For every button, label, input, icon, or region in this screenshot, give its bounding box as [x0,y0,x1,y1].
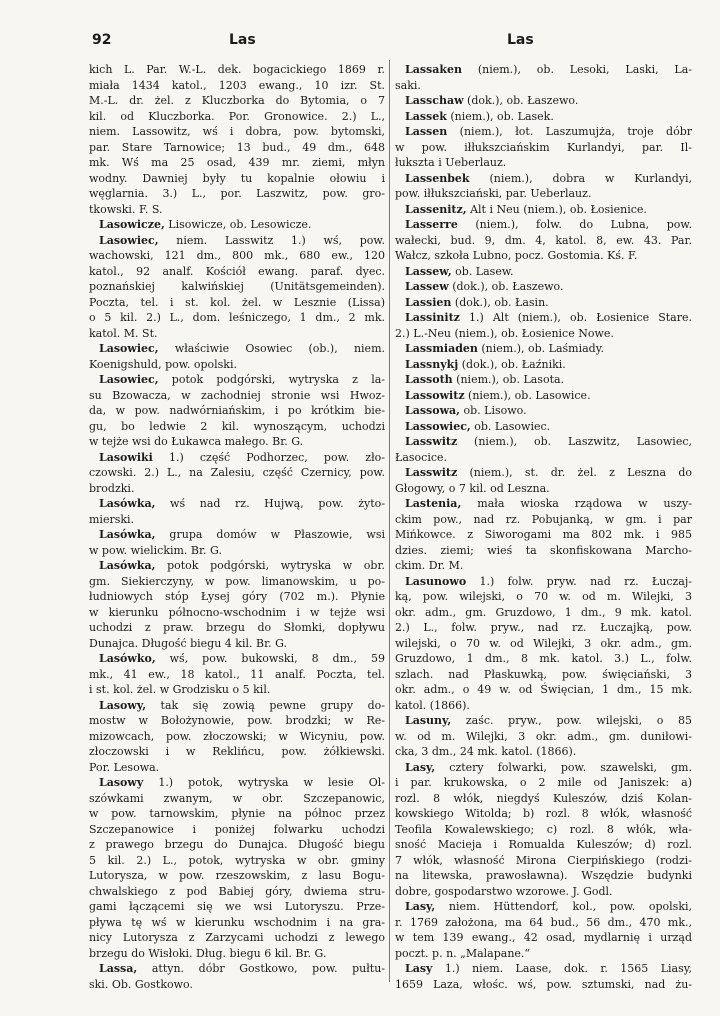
line-text: Szczepanowice i poniżej folwarku uchodzi [89,822,385,836]
line-text: łudniowych stóp Łysej góry (702 m.). Płynie [89,590,385,603]
text-line [89,248,385,264]
line-text: Mińkowce. z Siworogami ma 802 mk. i 985 [395,528,692,541]
text-line [89,512,385,528]
text-line [395,837,692,853]
text-line [89,295,385,311]
entry-start-line [395,496,692,512]
entry-start-line [395,574,692,590]
text-line [395,233,692,249]
text-line [89,357,385,373]
entry-headword: Lassenitz, [405,202,467,216]
text-line [395,605,692,621]
text-line [395,868,692,884]
line-text: 1.) niem. Laase, dok. r. 1565 Liasy, [432,962,692,975]
line-text: potok podgórski, wytryska w obr. [155,559,385,572]
text-line [89,403,385,419]
entry-start-line [395,357,692,373]
line-text: wilejski, o 70 w. od Wilejki, 3 okr. adm., gm. [395,636,692,650]
text-line [89,465,385,481]
line-text: węglarnia. 3.) L., por. Laszwitz, pow. gro- [89,187,385,200]
text-line [89,171,385,187]
line-text: w pow. iłłukszciańskim Kurlandyi, par. Il- [395,140,692,154]
entry-start-line [89,651,385,667]
line-text: (niem.), ob. Laśmiady. [477,342,604,355]
line-text: mizowcach, pow. złoczowski; w Wicyniu, pow. [89,729,385,743]
text-line [89,264,385,280]
line-text: ob. Lasew. [451,264,514,278]
line-text: Alt i Neu (niem.), ob. Łosienice. [466,202,647,216]
text-line [395,806,692,822]
line-text: i st. kol. żel. w Grodzisku o 5 kil. [89,683,271,696]
text-line [89,636,385,652]
text-line [89,977,385,993]
line-text: attyn. dóbr Gostkowo, pow. pułtu- [137,962,385,975]
entry-start-line [395,217,692,233]
line-text: mk. Wś ma 25 osad, 439 mr. ziemi, młyn [89,156,385,169]
entry-headword: Lassaken [405,63,462,76]
entry-start-line [395,202,692,218]
line-text: Lutorysza, w pow. rzeszowskim, z lasu Bogu- [89,869,385,882]
text-line [395,729,692,745]
line-text: 1.) folw. pryw. nad rz. Łuczaj- [466,574,692,588]
entry-start-line [395,419,692,435]
line-text: niem. Lassowitz, wś i dobra, pow. bytomski, [89,125,385,138]
entry-headword: Lasowicze, [99,218,165,231]
line-text: dzies. ziemi; wieś ta skonfiskowana Marcho- [395,543,692,557]
entry-headword: Lasserre [405,218,458,231]
text-line [89,729,385,745]
text-line [89,109,385,125]
line-text: sność Macieja i Romualda Kuleszów; d) rozl. [395,838,692,851]
entry-headword: Lassowa, [405,404,461,417]
text-line [89,589,385,605]
text-line [89,543,385,559]
line-text: Poczta, tel. i st. kol. żel. w Lesznie (Lissa) [89,295,385,309]
entry-start-line [89,961,385,977]
line-text: poczt. p. n. „Malapane.“ [395,946,531,960]
text-line [395,915,692,931]
text-line [395,589,692,605]
line-text: (niem.), ob. Lasowice. [464,388,591,402]
column-divider [389,60,390,982]
entry-headword: Lasówko, [99,652,156,665]
line-text: pow. iłłukszciański, par. Ueberlauz. [395,187,592,200]
text-line [395,326,692,342]
entry-start-line [395,295,692,311]
line-text: w pow. wielickim. Br. G. [89,543,222,557]
entry-headword: Lassek [405,109,447,123]
text-line [89,930,385,946]
line-text: brodzki. [89,481,135,495]
text-line [89,946,385,962]
entry-headword: Lassenbek [405,171,470,185]
line-text: saki. [395,78,421,92]
entry-start-line [89,450,385,466]
entry-headword: Lasowiki [99,450,153,464]
text-line [395,78,692,94]
entry-headword: Lassoth [405,373,453,386]
text-line [89,326,385,342]
line-text: mierski. [89,512,135,526]
line-text: Gruzdowo, 1 dm., 8 mk. katol. 3.) L., folw. [395,652,692,665]
text-line [395,558,692,574]
entry-headword: Lassnykj [405,357,459,371]
line-text: cka, 3 dm., 24 mk. katol. (1866). [395,745,577,758]
line-text: na litewska, prawosławna). Wszędzie budynki [395,869,692,882]
line-text: ski. Ob. Gostkowo. [89,977,193,991]
line-text: tkowski. F. S. [89,202,163,216]
text-line [89,279,385,295]
line-text: (niem.), ob. Lasota. [452,373,565,386]
text-line [89,310,385,326]
text-line [395,527,692,543]
line-text: 1659 Laza, włośc. wś, pow. sztumski, nad żu- [395,977,692,991]
text-line [89,791,385,807]
text-line [395,651,692,667]
line-text: 1.) Alt (niem.), ob. Łosienice Stare. [459,311,692,324]
text-line [89,884,385,900]
right-column [395,62,692,992]
text-line [89,620,385,636]
line-text: cztery folwarki, pow. szawelski, gm. [435,760,692,774]
line-text: (niem.), ob. Lesoki, Laski, La- [462,63,692,76]
entry-start-line [395,372,692,388]
line-text: niem. Lasswitz 1.) wś, pow. [158,233,385,247]
line-text: Dunajca. Długość biegu 4 kil. Br. G. [89,636,288,650]
line-text: da, w pow. nadwórniańskim, i po krótkim bie- [89,404,385,417]
line-text: wodny. Dawniej były tu kopalnie ołowiu i [89,171,385,185]
text-line [89,853,385,869]
text-line [395,682,692,698]
line-text: M.-L. dr. żel. z Kluczborka do Bytomia, o 7 [89,94,385,107]
line-text: łukszta i Ueberlauz. [395,156,507,169]
entry-start-line [395,434,692,450]
text-line [395,450,692,466]
line-text: kowskiego Witolda; b) rozl. 8 włók, własność [395,807,692,820]
line-text: wś nad rz. Hujwą, pow. żyto- [155,497,385,510]
text-line [89,605,385,621]
text-line [89,78,385,94]
entry-headword: Lassien [405,295,452,309]
text-line [395,620,692,636]
line-text: zaśc. pryw., pow. wilejski, o 85 [451,714,692,727]
entry-headword: Lasy, [405,900,436,913]
line-text: Głogowy, o 7 kil. od Leszna. [395,481,550,495]
entry-headword: Lassowitz [405,388,465,402]
text-line [89,837,385,853]
text-line [395,791,692,807]
entry-start-line [395,62,692,78]
entry-headword: Lassa, [99,962,138,975]
entry-headword: Lassew [405,280,449,293]
line-text: w pow. tarnowskim, płynie na północ przez [89,807,385,820]
line-text: (niem.), st. dr. żel. z Leszna do [457,466,692,479]
line-text: grupa domów w Płaszowie, wsi [155,528,385,541]
line-text: (niem.), folw. do Lubna, pow. [457,218,692,231]
line-text: właściwie Osowiec (ob.), niem. [158,342,385,355]
text-line [395,140,692,156]
entry-headword: Lassmiaden [405,342,478,355]
line-text: ckim. Dr. M. [395,559,464,572]
line-text: brzegu do Wisłoki. Dług. biegu 6 kil. Br. G. [89,946,327,960]
text-line [89,202,385,218]
entry-start-line [395,760,692,776]
line-text: (dok.), ob. Łaszewo. [448,280,564,293]
line-text: kich L. Par. W.-L. dek. bogacickiego 1869 r. [89,63,385,76]
line-text: z prawego brzegu do Dunajca. Długość biegu [89,838,385,851]
line-text: ob. Lisowo. [460,404,527,417]
entry-headword: Lasswitz [405,435,458,448]
entry-headword: Lasówka, [99,528,156,541]
entry-start-line [89,775,385,791]
text-line [89,186,385,202]
line-text: gu, bo ledwie 2 kil. wynoszącym, uchodzi [89,419,385,433]
text-line [89,667,385,683]
text-line [395,744,692,760]
line-text: Koenigshuld, pow. opolski. [89,357,237,371]
text-line [395,248,692,264]
text-line [89,124,385,140]
entry-headword: Lassowiec, [405,419,471,433]
line-text: niem. Hüttendorf, kol., pow. opolski, [435,900,692,913]
entry-start-line [395,279,692,295]
line-text: 1.) część Podhorzec, pow. zło- [152,450,385,464]
line-text: uchodzi z praw. brzegu do Słomki, dopływu [89,621,385,634]
entry-headword: Lasowiec, [99,342,159,355]
entry-headword: Lassew, [405,264,452,278]
entry-headword: Lasówka, [99,559,156,572]
text-line [395,775,692,791]
line-text: gm. Siekierczyny, w pow. limanowskim, u po- [89,574,385,588]
text-line [395,930,692,946]
text-line [395,186,692,202]
line-text: rozl. 8 włók, niegdyś Kuleszów, dziś Kolan- [395,791,692,805]
line-text: dobre, gospodarstwo wzorowe. J. Godl. [395,884,613,898]
text-line [395,884,692,900]
text-line [89,682,385,698]
entry-start-line [395,899,692,915]
text-line [395,512,692,528]
page-number: 92 [92,32,112,48]
entry-start-line [89,341,385,357]
text-line [395,667,692,683]
line-text: (dok.), ob. Łaźniki. [458,357,566,371]
text-line [89,481,385,497]
line-text: nicy Lutorysza z Zarzycami uchodzi z lewego [89,931,385,944]
running-title-left: Las [229,32,256,48]
text-line [395,853,692,869]
line-text: szlach. nad Płaskuwką, pow. święciański, 3 [395,667,692,681]
text-line [89,419,385,435]
text-line [89,155,385,171]
entry-start-line [89,496,385,512]
line-text: Por. Lesowa. [89,760,160,774]
line-text: okr. adm., o 49 w. od Święcian, 1 dm., 15 mk. [395,683,692,696]
text-line [395,155,692,171]
line-text: (niem.), ob. Laszwitz, Lasowiec, [457,435,692,448]
text-line [89,868,385,884]
line-text: (dok.), ob. Łasin. [451,295,549,309]
entry-start-line [395,93,692,109]
text-line [89,822,385,838]
entry-start-line [395,388,692,404]
entry-headword: Lasswitz [405,466,458,479]
line-text: chwalskiego z pod Babiej góry, dwiema stru- [89,884,385,898]
line-text: poznańskiej kalwińskiej (Unitätsgemeinden). [89,280,385,293]
entry-start-line [89,372,385,388]
text-line [89,140,385,156]
text-line [89,388,385,404]
line-text: (niem.), łot. Laszumujża, troje dóbr [447,125,692,138]
line-text: 5 kil. 2.) L., potok, wytryska w obr. gminy [89,853,385,867]
line-text: Teofila Kowalewskiego; c) rozl. 8 włók, wła- [395,822,692,836]
entry-headword: Lasówka, [99,497,156,510]
running-title-right: Las [507,32,534,48]
entry-start-line [395,264,692,280]
line-text: w tejże wsi do Łukawca małego. Br. G. [89,435,304,448]
line-text: czowski. 2.) L., na Zalesiu, część Czernicy, pow. [89,466,385,479]
entry-headword: Lasunowo [405,574,467,588]
entry-start-line [395,713,692,729]
text-line [89,93,385,109]
line-text: i par. krukowska, o 2 mile od Janiszek: a) [395,776,692,789]
left-column [89,62,385,992]
entry-headword: Lasuny, [405,714,452,727]
line-text: r. 1769 założona, ma 64 bud., 56 dm., 470 mk., [395,915,692,929]
line-text: (niem.), dobra w Kurlandyi, [469,171,692,185]
line-text: su Bzowacza, w zachodniej stronie wsi Hwoz- [89,388,385,402]
line-text: szówkami zwanym, w obr. Szczepanowic, [89,791,385,805]
line-text: Lisowicze, ob. Lesowicze. [164,218,312,231]
entry-start-line [395,465,692,481]
entry-start-line [89,527,385,543]
text-line [89,434,385,450]
text-line [89,744,385,760]
line-text: wachowski, 121 dm., 800 mk., 680 ew., 120 [89,249,385,262]
line-text: 2.) L., folw. pryw., nad rz. Łuczajką, pow. [395,621,692,634]
line-text: pływa tę wś w kierunku wschodnim i na gra- [89,915,385,929]
line-text: (niem.), ob. Lasek. [446,109,554,123]
entry-headword: Lastenia, [405,497,462,510]
line-text: tak się zowią pewne grupy do- [146,698,385,712]
entry-headword: Lasy [405,962,433,975]
line-text: 2.) L.-Neu (niem.), ob. Łosienice Nowe. [395,326,614,340]
line-text: mała wioska rządowa w uszy- [461,497,692,510]
entry-start-line [395,310,692,326]
entry-start-line [395,124,692,140]
text-line [395,946,692,962]
entry-headword: Lassen [405,125,448,138]
line-text: kil. od Kluczborka. Por. Gronowice. 2.) L., [89,109,385,123]
line-text: katol. (1866). [395,698,470,712]
text-line [395,822,692,838]
line-text: złoczowski i w Reklińcu, pow. żółkiewski. [89,745,385,758]
line-text: miała 1434 katol., 1203 ewang., 10 izr. St. [89,78,385,92]
line-text: ob. Lasowiec. [470,419,551,433]
line-text: gami łączącemi się we wsi Lutoryszu. Prze- [89,900,385,913]
text-line [395,698,692,714]
entry-start-line [395,171,692,187]
line-text: ckim pow., nad rz. Pobujanką, w gm. i par [395,512,692,526]
entry-headword: Lasy, [405,760,436,774]
line-text: w kierunku północno-wschodnim i w tejże wsi [89,605,385,619]
line-text: katol. M. St. [89,326,158,340]
entry-headword: Lasowy, [99,698,147,712]
line-text: Wałcz, szkoła Lubno, pocz. Gostomia. Kś. F. [395,249,638,262]
entry-start-line [89,558,385,574]
text-line [395,977,692,993]
line-text: Łasocice. [395,450,448,464]
line-text: par. Stare Tarnowice; 13 bud., 49 dm., 648 [89,140,385,154]
text-line [89,899,385,915]
line-text: katol., 92 analf. Kościół ewang. paraf. dyec. [89,264,385,278]
line-text: w tem 139 ewang., 42 osad, mydlarnię i urząd [395,931,692,944]
line-text: 1.) potok, wytryska w lesie Ol- [143,776,385,789]
entry-headword: Lasowy [99,776,144,789]
line-text: o 5 kil. 2.) L., dom. leśniczego, 1 dm., 2 mk. [89,311,385,324]
text-line [89,62,385,78]
entry-start-line [395,961,692,977]
text-line [395,481,692,497]
line-text: wś, pow. bukowski, 8 dm., 59 [155,652,385,665]
entry-headword: Lassinitz [405,311,460,324]
entry-start-line [395,341,692,357]
entry-headword: Lasowiec, [99,233,159,247]
entry-start-line [89,217,385,233]
text-line [395,543,692,559]
text-line [89,713,385,729]
entry-start-line [89,233,385,249]
line-text: (dok.), ob. Łaszewo. [463,94,579,107]
text-line [89,760,385,776]
line-text: mk., 41 ew., 18 katol., 11 analf. Poczta, tel. [89,667,385,681]
line-text: potok podgórski, wytryska z la- [158,373,385,386]
text-line [89,574,385,590]
text-line [395,636,692,652]
line-text: wałecki, bud. 9, dm. 4, katol. 8, ew. 43. Par. [395,233,692,247]
line-text: ką, pow. wilejski, o 70 w. od m. Wilejki, 3 [395,590,692,603]
entry-start-line [395,403,692,419]
line-text: 7 włók, własność Mirona Cierpińskiego (rodzi- [395,853,692,867]
text-line [89,806,385,822]
text-line [89,915,385,931]
entry-start-line [395,109,692,125]
line-text: w. od m. Wilejki, 3 okr. adm., gm. duniłowi- [395,729,692,743]
line-text: mostw w Bołożynowie, pow. brodzki; w Re- [89,714,385,727]
page-header [0,32,720,52]
entry-headword: Lasschaw [405,94,464,107]
entry-start-line [89,698,385,714]
line-text: okr. adm., gm. Gruzdowo, 1 dm., 9 mk. katol. [395,605,692,619]
entry-headword: Lasowiec, [99,373,159,386]
